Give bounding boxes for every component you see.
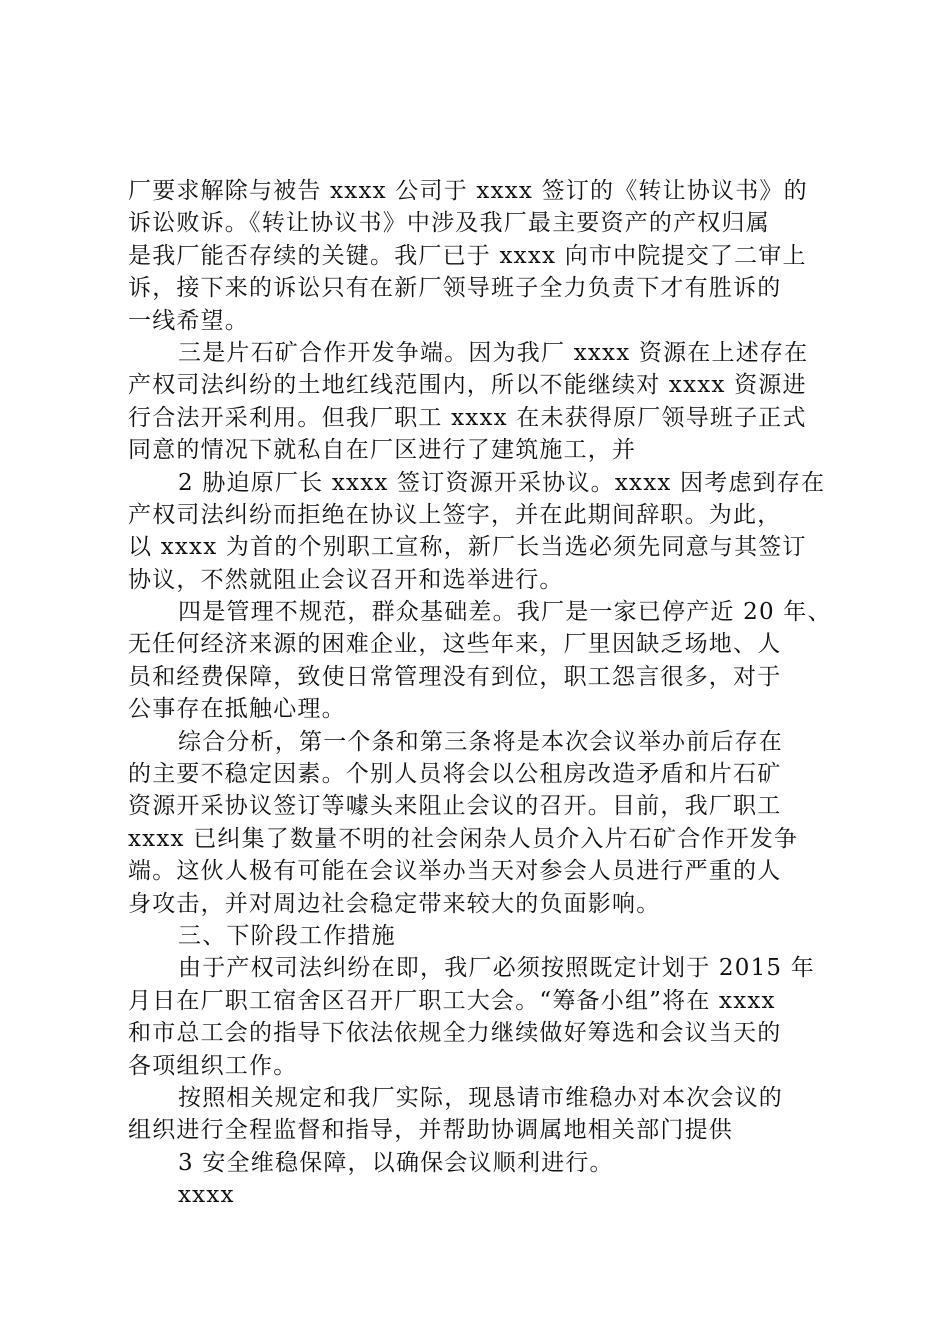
text-line: 和市总工会的指导下依法依规全力继续做好筹选和会议当天的 — [128, 1020, 782, 1047]
text-line: 四是管理不规范，群众基础差。我厂是一家已停产近 20 年、 — [178, 599, 832, 626]
text-line: 公事存在抵触心理。 — [128, 696, 346, 723]
text-line: 身攻击，并对周边社会稳定带来较大的负面影响。 — [128, 890, 661, 917]
text-line: 产权司法纠纷而拒绝在协议上签字，并在此期间辞职。为此， — [128, 501, 782, 528]
text-line: xxxx 已纠集了数量不明的社会闲杂人员介入片石矿合作开发争 — [128, 825, 799, 852]
text-line: 由于产权司法纠纷在即，我厂必须按照既定计划于 2015 年 — [178, 955, 815, 982]
text-line: xxxx — [178, 1182, 235, 1209]
text-line: 综合分析，第一个条和第三条将是本次会议举办前后存在 — [178, 728, 783, 755]
text-line: 2 胁迫原厂长 xxxx 签订资源开采协议。xxxx 因考虑到存在 — [178, 469, 826, 496]
text-line: 诉讼败诉。《转让协议书》中涉及我厂最主要资产的产权归属 — [128, 210, 770, 237]
text-line: 资源开采协议签订等噱头来阻止会议的召开。目前，我厂职工 — [128, 793, 782, 820]
text-line: 三是片石矿合作开发争端。因为我厂 xxxx 资源在上述存在 — [178, 339, 809, 366]
text-line: 行合法开采利用。但我厂职工 xxxx 在未获得原厂领导班子正式 — [128, 404, 807, 431]
text-line: 月日在厂职工宿舍区召开厂职工大会。“筹备小组”将在 xxxx — [128, 987, 776, 1014]
text-line: 端。这伙人极有可能在会议举办当天对参会人员进行严重的人 — [128, 858, 782, 885]
text-line: 无任何经济来源的困难企业，这些年来，厂里因缺乏场地、人 — [128, 631, 782, 658]
text-line: 的主要不稳定因素。个别人员将会以公租房改造矛盾和片石矿 — [128, 761, 782, 788]
text-line: 产权司法纠纷的土地红线范围内，所以不能继续对 xxxx 资源进 — [128, 372, 807, 399]
text-line: 员和经费保障，致使日常管理没有到位，职工怨言很多，对于 — [128, 663, 782, 690]
text-line: 三、下阶段工作措施 — [178, 922, 396, 949]
text-line: 协议，不然就阻止会议召开和选举进行。 — [128, 566, 564, 593]
text-line: 3 安全维稳保障，以确保会议顺利进行。 — [178, 1149, 614, 1176]
text-line: 一线希望。 — [128, 307, 249, 334]
text-line: 诉，接下来的诉讼只有在新厂领导班子全力负责下才有胜诉的 — [128, 275, 782, 302]
document-body — [128, 175, 843, 1212]
text-line: 组织进行全程监督和指导，并帮助协调属地相关部门提供 — [128, 1117, 733, 1144]
text-line: 厂要求解除与被告 xxxx 公司于 xxxx 签订的《转让协议书》的 — [128, 178, 808, 204]
text-line: 是我厂能否存续的关键。我厂已于 xxxx 向市中院提交了二审上 — [128, 242, 807, 269]
text-line: 按照相关规定和我厂实际，现恳请市维稳办对本次会议的 — [178, 1084, 783, 1111]
text-line: 以 xxxx 为首的个别职工宣称，新厂长当选必须先同意与其签订 — [128, 534, 807, 561]
text-line: 各项组织工作。 — [128, 1052, 298, 1079]
text-line: 同意的情况下就私自在厂区进行了建筑施工，并 — [128, 437, 637, 464]
